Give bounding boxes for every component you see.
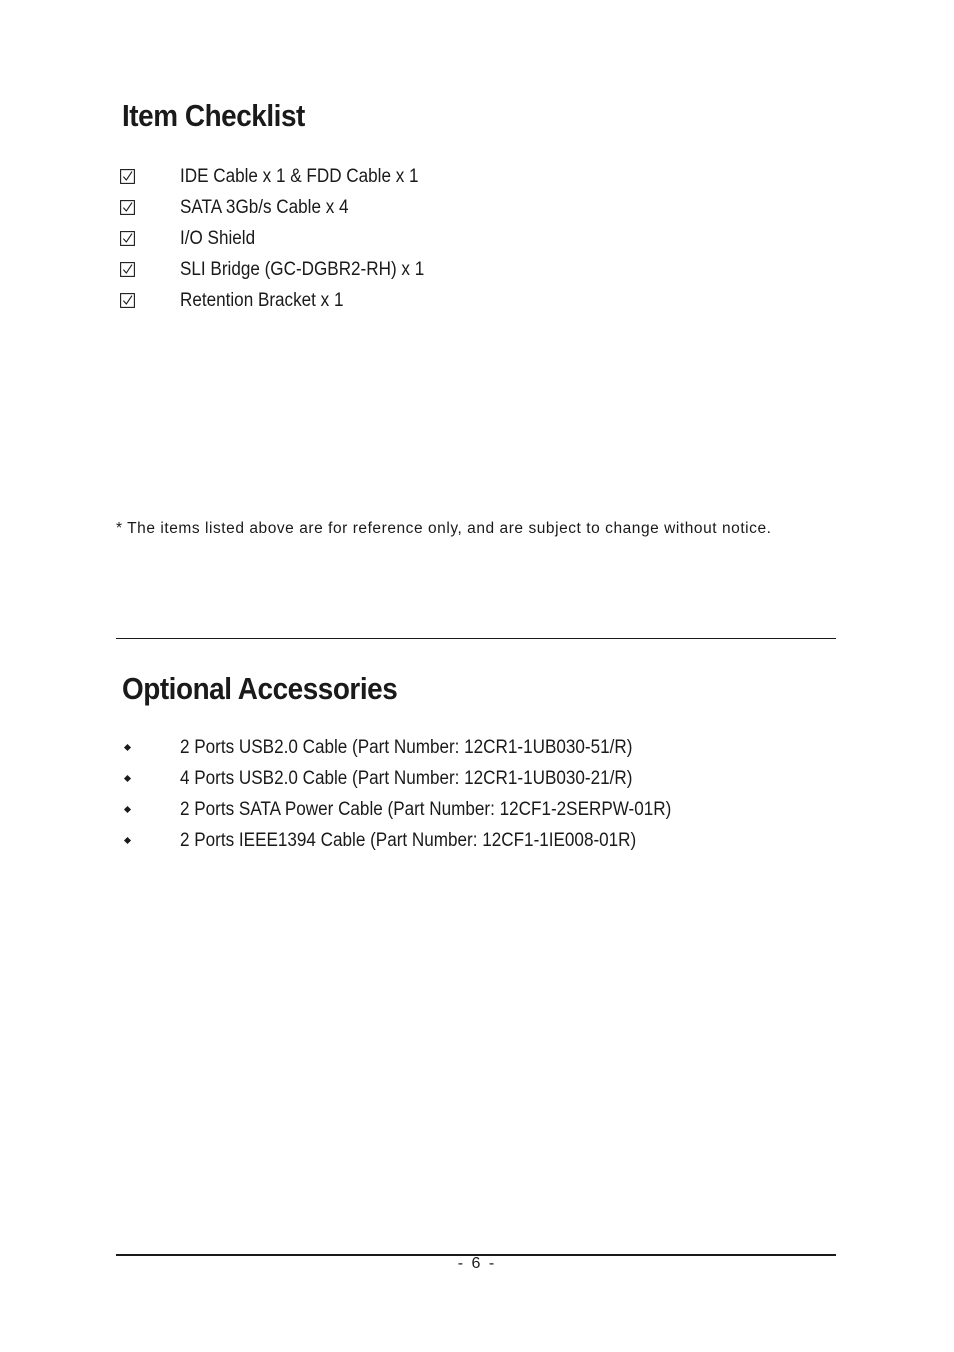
- item-checklist-title: Item Checklist: [122, 98, 305, 133]
- accessory-item: [0, 825, 954, 856]
- checklist-item-text: I/O Shield: [180, 228, 256, 249]
- checkbox-checked-icon: [118, 285, 136, 316]
- accessory-item-text: 2 Ports IEEE1394 Cable (Part Number: 12CF1-1IE008-01R): [180, 830, 637, 851]
- checkbox-checked-icon: [118, 161, 136, 192]
- page-number: - 6 -: [457, 1255, 497, 1272]
- diamond-bullet-icon: [118, 763, 136, 794]
- checklist-item-text: IDE Cable x 1 & FDD Cable x 1: [180, 166, 419, 187]
- checklist-item-text: Retention Bracket x 1: [180, 290, 344, 311]
- checklist-item: [0, 223, 954, 254]
- checkbox-checked-icon: [118, 254, 136, 285]
- checklist-item: [0, 254, 954, 285]
- diamond-bullet-icon: [118, 794, 136, 825]
- checklist-item-text: SATA 3Gb/s Cable x 4: [180, 197, 349, 218]
- diamond-bullet-icon: [118, 825, 136, 856]
- checklist-item: [0, 161, 954, 192]
- accessory-item-text: 2 Ports USB2.0 Cable (Part Number: 12CR1-1UB030-51/R): [180, 737, 633, 758]
- section-divider: [116, 638, 836, 639]
- accessory-item: [0, 763, 954, 794]
- checkbox-checked-icon: [118, 223, 136, 254]
- checklist-footnote: * The items listed above are for reference only, and are subject to change without notice.: [116, 520, 772, 537]
- checkbox-checked-icon: [118, 192, 136, 223]
- checklist-item-text: SLI Bridge (GC-DGBR2-RH) x 1: [180, 259, 425, 280]
- checklist-item: [0, 192, 954, 223]
- optional-accessories-title: Optional Accessories: [122, 671, 398, 706]
- accessory-item-text: 2 Ports SATA Power Cable (Part Number: 12CF1-2SERPW-01R): [180, 799, 672, 820]
- item-checklist-list: [0, 161, 954, 316]
- accessory-item: [0, 794, 954, 825]
- checklist-item: [0, 285, 954, 316]
- accessory-item: [0, 732, 954, 763]
- accessory-item-text: 4 Ports USB2.0 Cable (Part Number: 12CR1-1UB030-21/R): [180, 768, 633, 789]
- optional-accessories-list: [0, 732, 954, 856]
- diamond-bullet-icon: [118, 732, 136, 763]
